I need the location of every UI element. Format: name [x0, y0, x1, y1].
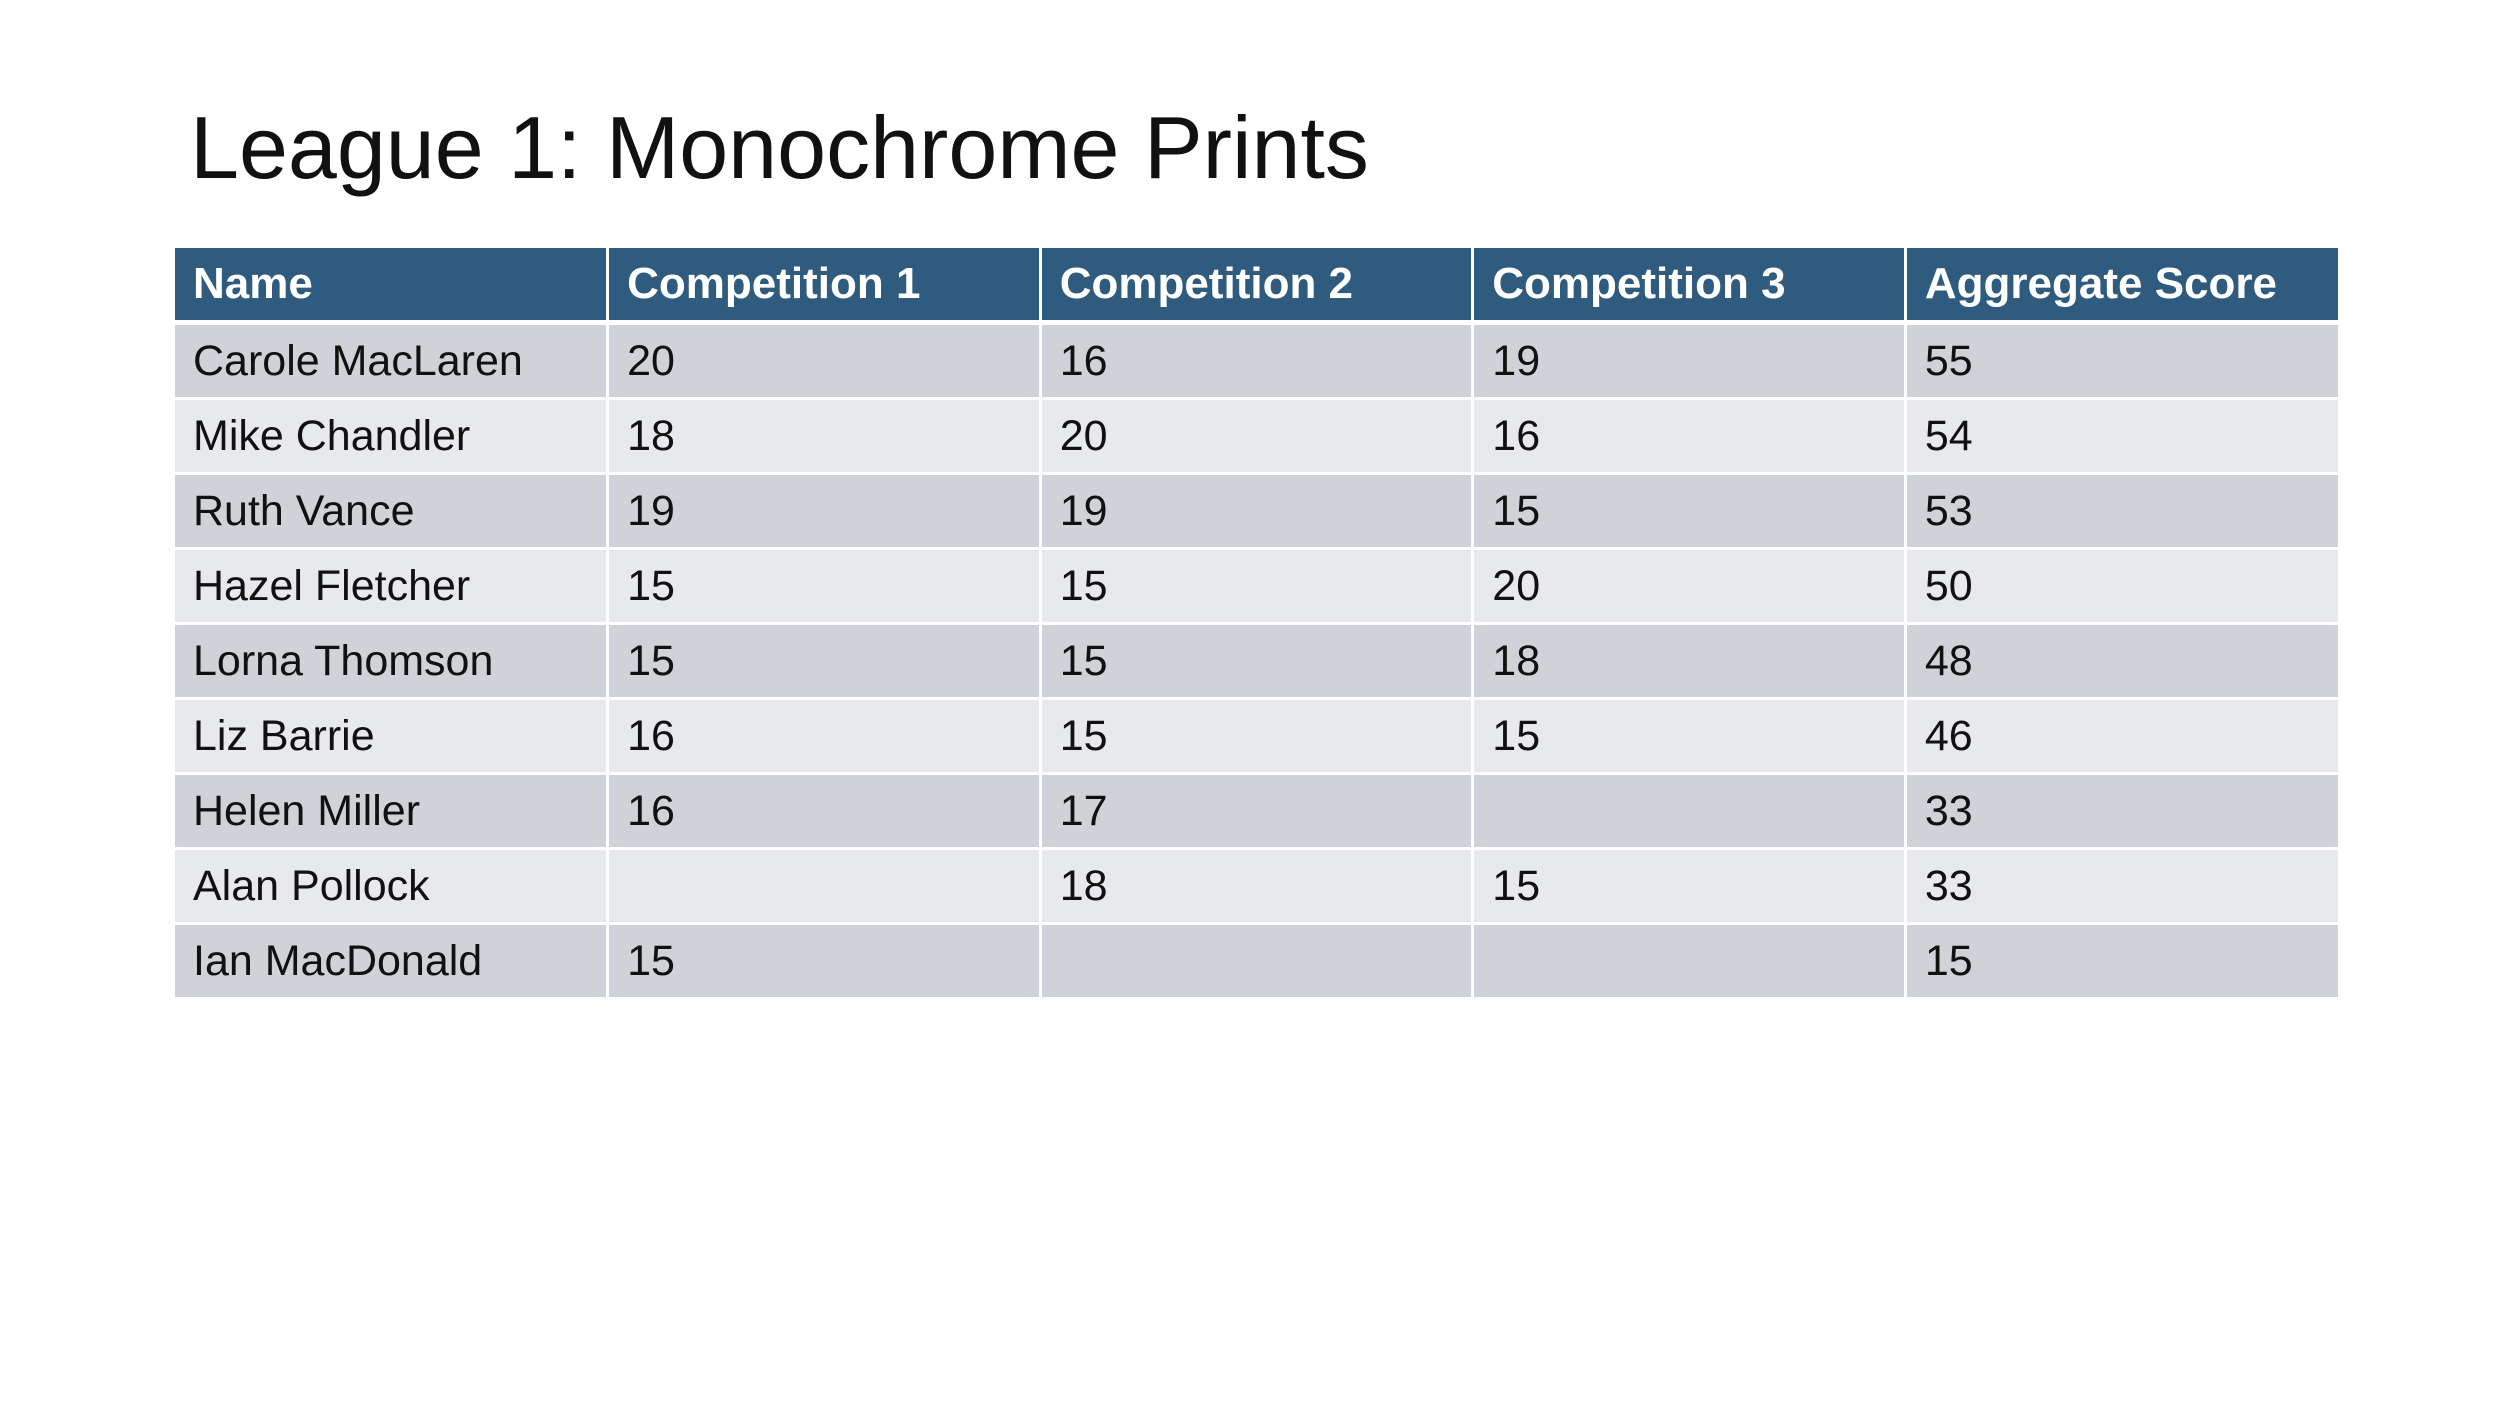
- table-row: [175, 849, 2338, 924]
- cell-aggregate-score: 55: [1905, 323, 2338, 399]
- cell-competition-3: [1473, 774, 1906, 849]
- cell-aggregate-score: 46: [1905, 699, 2338, 774]
- cell-name: Ruth Vance: [175, 474, 608, 549]
- cell-competition-1: 15: [608, 624, 1041, 699]
- header-row: [175, 248, 2338, 323]
- cell-competition-3: 15: [1473, 849, 1906, 924]
- cell-competition-3: 15: [1473, 474, 1906, 549]
- cell-competition-2: [1040, 924, 1473, 999]
- header-competition-3: Competition 3: [1473, 248, 1906, 323]
- header-competition-2: Competition 2: [1040, 248, 1473, 323]
- table-row: [175, 399, 2338, 474]
- cell-name: Hazel Fletcher: [175, 549, 608, 624]
- cell-competition-3: 20: [1473, 549, 1906, 624]
- cell-competition-1: [608, 849, 1041, 924]
- cell-competition-3: [1473, 924, 1906, 999]
- cell-name: Lorna Thomson: [175, 624, 608, 699]
- cell-competition-1: 15: [608, 549, 1041, 624]
- cell-competition-2: 18: [1040, 849, 1473, 924]
- cell-competition-1: 15: [608, 924, 1041, 999]
- cell-name: Mike Chandler: [175, 399, 608, 474]
- cell-name: Alan Pollock: [175, 849, 608, 924]
- cell-competition-1: 20: [608, 323, 1041, 399]
- cell-competition-2: 19: [1040, 474, 1473, 549]
- header-name: Name: [175, 248, 608, 323]
- cell-competition-2: 15: [1040, 549, 1473, 624]
- header-aggregate-score: Aggregate Score: [1905, 248, 2338, 323]
- cell-competition-1: 19: [608, 474, 1041, 549]
- cell-aggregate-score: 15: [1905, 924, 2338, 999]
- cell-competition-2: 15: [1040, 699, 1473, 774]
- table-row: [175, 924, 2338, 999]
- table-row: [175, 323, 2338, 399]
- cell-competition-2: 16: [1040, 323, 1473, 399]
- table-row: [175, 774, 2338, 849]
- cell-name: Carole MacLaren: [175, 323, 608, 399]
- cell-aggregate-score: 50: [1905, 549, 2338, 624]
- cell-competition-2: 17: [1040, 774, 1473, 849]
- cell-competition-1: 18: [608, 399, 1041, 474]
- cell-aggregate-score: 48: [1905, 624, 2338, 699]
- table-row: [175, 699, 2338, 774]
- cell-name: Liz Barrie: [175, 699, 608, 774]
- cell-competition-3: 18: [1473, 624, 1906, 699]
- header-competition-1: Competition 1: [608, 248, 1041, 323]
- cell-name: Ian MacDonald: [175, 924, 608, 999]
- cell-aggregate-score: 33: [1905, 774, 2338, 849]
- table-body: [175, 323, 2338, 999]
- cell-competition-3: 15: [1473, 699, 1906, 774]
- cell-competition-3: 19: [1473, 323, 1906, 399]
- league-scores-table: [175, 248, 2338, 1000]
- cell-aggregate-score: 53: [1905, 474, 2338, 549]
- cell-competition-2: 15: [1040, 624, 1473, 699]
- cell-competition-1: 16: [608, 774, 1041, 849]
- cell-name: Helen Miller: [175, 774, 608, 849]
- cell-aggregate-score: 54: [1905, 399, 2338, 474]
- table-header: [175, 248, 2338, 323]
- cell-competition-2: 20: [1040, 399, 1473, 474]
- table-row: [175, 624, 2338, 699]
- table-row: [175, 549, 2338, 624]
- cell-aggregate-score: 33: [1905, 849, 2338, 924]
- table-row: [175, 474, 2338, 549]
- cell-competition-1: 16: [608, 699, 1041, 774]
- cell-competition-3: 16: [1473, 399, 1906, 474]
- slide-title: League 1: Monochrome Prints: [190, 98, 1369, 197]
